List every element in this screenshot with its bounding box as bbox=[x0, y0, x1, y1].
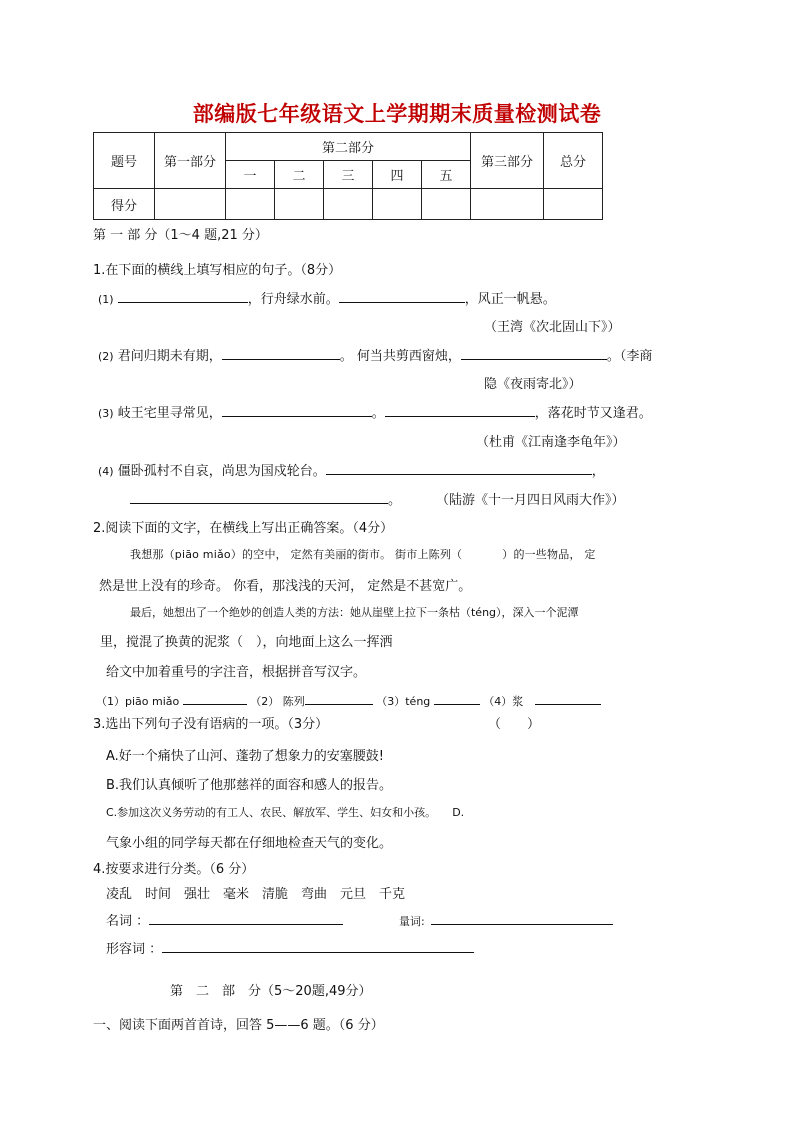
score-cell[interactable] bbox=[422, 189, 471, 220]
answer-blank[interactable] bbox=[130, 489, 388, 504]
q4-words: 凌乱 时间 强壮 毫米 清脆 弯曲 元旦 千克 bbox=[106, 887, 406, 902]
answer-blank[interactable] bbox=[461, 345, 607, 360]
q3-answer-paren[interactable]: （ ） bbox=[488, 717, 541, 732]
answer-blank[interactable] bbox=[326, 460, 592, 475]
score-cell[interactable] bbox=[275, 189, 324, 220]
q4-adj-row: 形容词 ： bbox=[106, 938, 474, 957]
q1-item2-source: 隐《夜雨寄北》） bbox=[484, 377, 582, 392]
q1-item3: (3) 岐王宅里寻常见， 。 ，落花时节又逢君。 bbox=[98, 402, 652, 421]
header-sub-3: 三 bbox=[324, 161, 373, 189]
q1-item2: (2) 君问归期未有期， 。 何当共剪西窗烛， 。（李商 bbox=[98, 345, 652, 364]
header-sub-4: 四 bbox=[373, 161, 422, 189]
score-cell[interactable] bbox=[471, 189, 544, 220]
score-cell[interactable] bbox=[324, 189, 373, 220]
q3-option-a: A.好一个痛快了山河、蓬勃了想象力的安塞腰鼓! bbox=[106, 749, 385, 764]
q1-item1: (1) ，行舟绿水前。 ，风正一帆悬。 bbox=[98, 288, 556, 307]
part1-heading: 第 一 部 分（1～4 题,21 分） bbox=[93, 228, 268, 243]
header-part2: 第二部分 bbox=[226, 133, 471, 161]
score-table bbox=[93, 132, 603, 220]
q2-task: 给文中加着重号的字注音，根据拼音写汉字。 bbox=[106, 665, 367, 680]
q2-stem: 2.阅读下面的文字，在横线上写出正确答案。（4分） bbox=[93, 521, 394, 536]
header-part1: 第一部分 bbox=[155, 133, 226, 189]
q1-item4: (4) 僵卧孤村不自哀，尚思为国戍轮台。 ， bbox=[98, 460, 605, 479]
header-total: 总分 bbox=[544, 133, 603, 189]
answer-blank[interactable] bbox=[434, 690, 480, 705]
q2-passage-line4: 里，搅混了换黄的泥浆（ ），向地面上这么一挥洒 bbox=[100, 635, 393, 650]
header-tihao: 题号 bbox=[94, 133, 155, 189]
score-cell[interactable] bbox=[544, 189, 603, 220]
q2-passage-line1: 我想那（piāo miǎo）的空中， 定然有美丽的街市。 街市上陈列（ ）的一些物品， 定 bbox=[130, 548, 596, 561]
section-1-heading: 一、阅读下面两首首诗，回答 5——6 题。（6 分） bbox=[93, 1018, 384, 1033]
header-sub-1: 一 bbox=[226, 161, 275, 189]
q1-item4-source: （陆游《十一月四日风雨大作》） bbox=[436, 493, 625, 508]
q2-passage-line2: 然是世上没有的珍奇。 你看，那浅浅的天河， 定然是不甚宽广。 bbox=[99, 579, 472, 594]
answer-blank[interactable] bbox=[222, 402, 372, 417]
q1-stem: 1.在下面的横线上填写相应的句子。（8分） bbox=[93, 263, 342, 278]
answer-blank[interactable] bbox=[222, 345, 340, 360]
page-title: 部编版七年级语文上学期期末质量检测试卷 bbox=[192, 102, 602, 126]
q3-option-b: B.我们认真倾听了他那慈祥的面容和感人的报告。 bbox=[106, 778, 393, 793]
row-score-label: 得分 bbox=[94, 189, 155, 220]
part2-heading: 第 二 部 分（5～20题,49分） bbox=[170, 984, 372, 999]
answer-blank[interactable] bbox=[305, 690, 373, 705]
answer-blank[interactable] bbox=[183, 690, 247, 705]
answer-blank[interactable] bbox=[535, 690, 601, 705]
answer-blank[interactable] bbox=[385, 402, 535, 417]
header-part3: 第三部分 bbox=[471, 133, 544, 189]
q1-item4-line2: 。 bbox=[130, 489, 401, 508]
answer-blank[interactable] bbox=[431, 910, 613, 925]
answer-blank[interactable] bbox=[118, 288, 248, 303]
answer-blank[interactable] bbox=[162, 938, 474, 953]
score-cell[interactable] bbox=[373, 189, 422, 220]
q4-stem: 4.按要求进行分类。（6 分） bbox=[93, 862, 255, 877]
answer-blank[interactable] bbox=[149, 910, 343, 925]
q2-passage-line3: 最后，她想出了一个绝妙的创造人类的方法：她从崖壁上拉下一条枯（téng），深入一个泥潭 bbox=[130, 606, 579, 619]
q3-stem: 3.选出下列句子没有语病的一项。（3分） bbox=[93, 717, 329, 732]
q3-option-d-label: D. bbox=[452, 806, 465, 819]
q1-item3-source: （杜甫《江南逢李龟年》） bbox=[476, 435, 626, 450]
q2-answers: （1）piāo miǎo （2） 陈列 （3）téng （4）浆 bbox=[96, 690, 601, 709]
q3-option-d: 气象小组的同学每天都在仔细地检查天气的变化。 bbox=[106, 836, 393, 851]
score-cell[interactable] bbox=[155, 189, 226, 220]
header-sub-5: 五 bbox=[422, 161, 471, 189]
q4-measure-row: 量词: bbox=[399, 910, 613, 929]
answer-blank[interactable] bbox=[339, 288, 465, 303]
q1-item1-source: （王湾《次北固山下》） bbox=[484, 320, 621, 335]
q3-option-c: C.参加这次义务劳动的有工人、农民、解放军、学生、妇女和小孩。 D. bbox=[106, 806, 465, 819]
score-cell[interactable] bbox=[226, 189, 275, 220]
header-sub-2: 二 bbox=[275, 161, 324, 189]
q4-noun-row: 名词 ： bbox=[106, 910, 343, 929]
